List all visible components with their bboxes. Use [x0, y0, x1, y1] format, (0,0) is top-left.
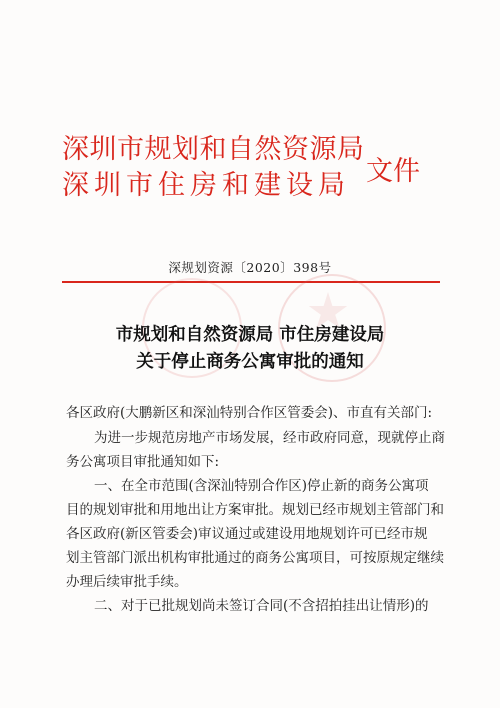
title-line-2: 关于停止商务公寓审批的通知: [136, 352, 364, 372]
document-number: 深规划资源〔2020〕398号: [168, 260, 332, 275]
red-divider-line: [62, 281, 440, 283]
paragraph-line: 目的规划审批和用地出让方案审批。规划已经市规划主管部门和: [66, 502, 444, 518]
paragraph-line: 为进一步规范房地产市场发展，经市政府同意，现就停止商: [94, 430, 445, 446]
header-document-suffix: 文件: [366, 156, 420, 187]
header-line-housing-bureau: 深圳市住房和建设局: [62, 170, 350, 201]
paragraph-line: 一、在全市范围(含深汕特别合作区)停止新的商务公寓项: [94, 478, 429, 494]
paragraph-line: 办理后续审批手续。: [66, 574, 188, 590]
paragraph-item-2: [66, 594, 446, 618]
salutation: 各区政府(大鹏新区和深汕特别合作区管委会)、市直有关部门:: [66, 405, 433, 421]
issuing-authority-header: [62, 132, 365, 204]
notice-title: [0, 322, 500, 376]
paragraph-line: 二、对于已批规划尚未签订合同(不含招拍挂出让情形)的: [94, 598, 429, 614]
header-line-planning-bureau: 深圳市规划和自然资源局: [62, 134, 365, 165]
paragraph-line: 划主管部门派出机构审批通过的商务公寓项目，可按原规定继续: [66, 550, 444, 566]
paragraph-line: 务公寓项目审批通知如下:: [66, 454, 220, 470]
paragraph-item-1: [66, 474, 446, 594]
title-line-1: 市规划和自然资源局 市住房建设局: [115, 325, 385, 345]
paragraph-intro: [66, 426, 446, 474]
paragraph-line: 各区政府(新区管委会)审议通过或建设用地规划许可已经市规: [66, 526, 428, 542]
